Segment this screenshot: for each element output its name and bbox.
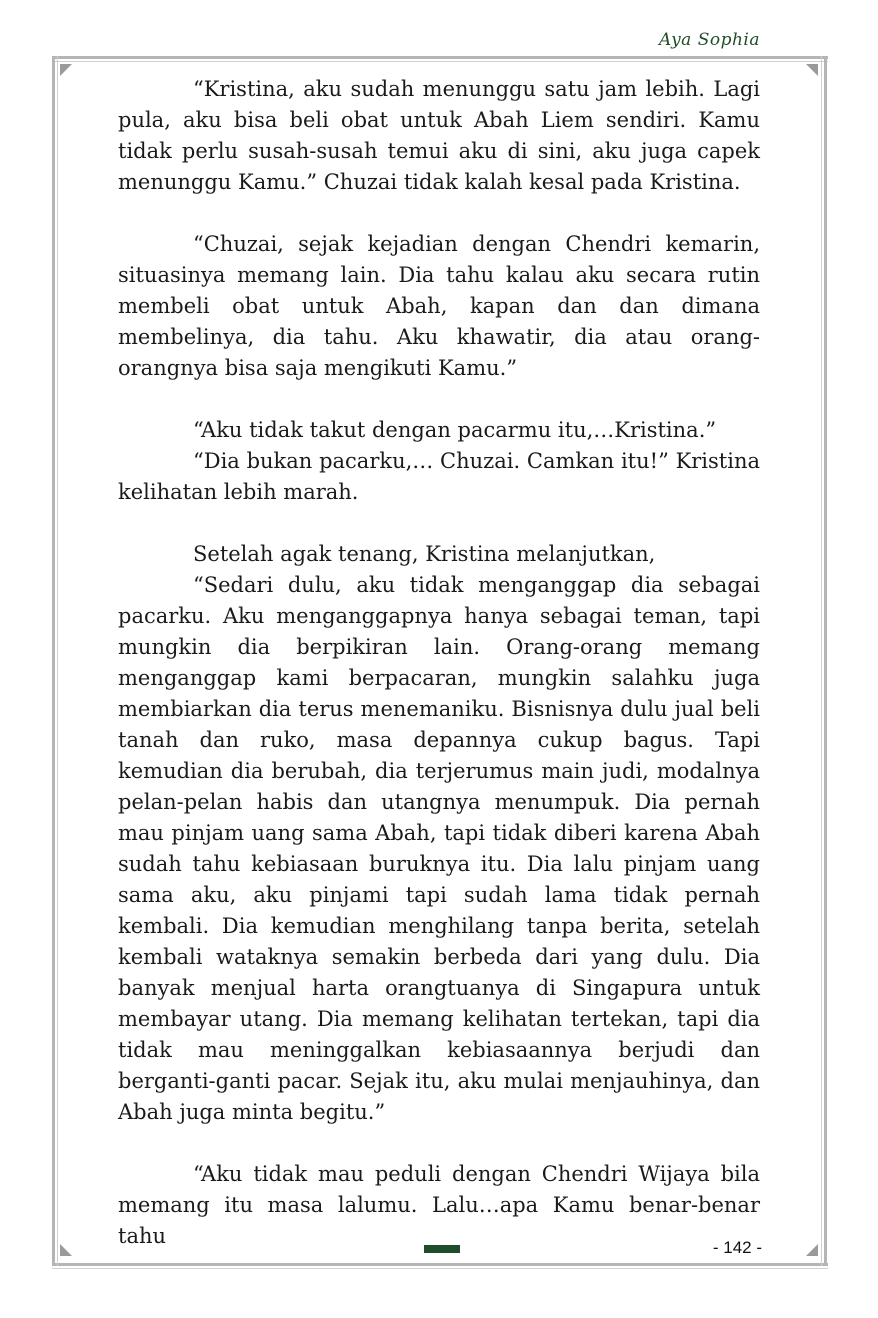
paragraph: Setelah agak tenang, Kristina melanjutkan, <box>193 542 656 566</box>
paragraph: “Sedari dulu, aku tidak menganggap dia sebagai pacarku. Aku menganggapnya hanya sebagai teman, tapi mungkin dia berpikiran lain. Orang-orang memang menganggap kami berpacaran, mungkin salahku juga membiarkan dia terus menemaniku. Bisnisnya dulu jual beli tanah dan ruko, masa depannya cukup bagus. Tapi kemudian dia berubah, dia terjerumus main judi, modalnya pelan-pelan habis dan utangnya menumpuk. Dia pernah mau pinjam uang sama Abah, tapi tidak diberi karena Abah sudah tahu kebiasaan buruknya itu. Dia lalu pinjam uang sama aku, aku pinjami tapi sudah lama tidak pernah kembali. Dia kemudian menghilang tanpa berita, setelah kembali wataknya semakin berbeda dari yang dulu. Dia banyak menjual harta orangtuanya di Singapura untuk membayar utang. Dia memang kelihatan tertekan, tapi dia tidak mau meninggalkan kebiasaannya berjudi dan berganti-ganti pacar. Sejak itu, aku mulai menjauhinya, dan Abah juga minta begitu.” <box>118 573 760 1124</box>
corner-ornament-top-left <box>60 64 72 76</box>
corner-ornament-bottom-right <box>806 1244 818 1256</box>
paragraph: “Aku tidak mau peduli dengan Chendri Wijaya bila memang itu masa lalumu. Lalu…apa Kamu benar-benar tahu <box>118 1162 760 1248</box>
frame-right-border <box>821 56 827 1266</box>
frame-bottom-border <box>52 1263 828 1269</box>
paragraph: “Chuzai, sejak kejadian dengan Chendri kemarin, situasinya memang lain. Dia tahu kalau aku secara rutin membeli obat untuk Abah, kapan dan dan dimana membelinya, dia tahu. Aku khawatir, dia atau orang-orangnya bisa saja mengikuti Kamu.” <box>118 232 760 380</box>
corner-ornament-top-right <box>806 64 818 76</box>
page-body <box>118 74 760 1252</box>
footer-accent-bar <box>424 1245 460 1253</box>
header-title: Aya Sophia <box>658 30 760 50</box>
paragraph: “Aku tidak takut dengan pacarmu itu,…Kristina.” <box>193 418 717 442</box>
paragraph: “Dia bukan pacarku,… Chuzai. Camkan itu!” Kristina kelihatan lebih marah. <box>118 449 760 504</box>
frame-top-border <box>52 56 828 62</box>
page-number: - 142 - <box>712 1238 762 1257</box>
frame-left-border <box>52 56 58 1266</box>
paragraph: “Kristina, aku sudah menunggu satu jam lebih. Lagi pula, aku bisa beli obat untuk Abah Liem sendiri. Kamu tidak perlu susah-susah temui aku di sini, aku juga capek menunggu Kamu.” Chuzai tidak kalah kesal pada Kristina. <box>118 77 760 194</box>
corner-ornament-bottom-left <box>60 1244 72 1256</box>
